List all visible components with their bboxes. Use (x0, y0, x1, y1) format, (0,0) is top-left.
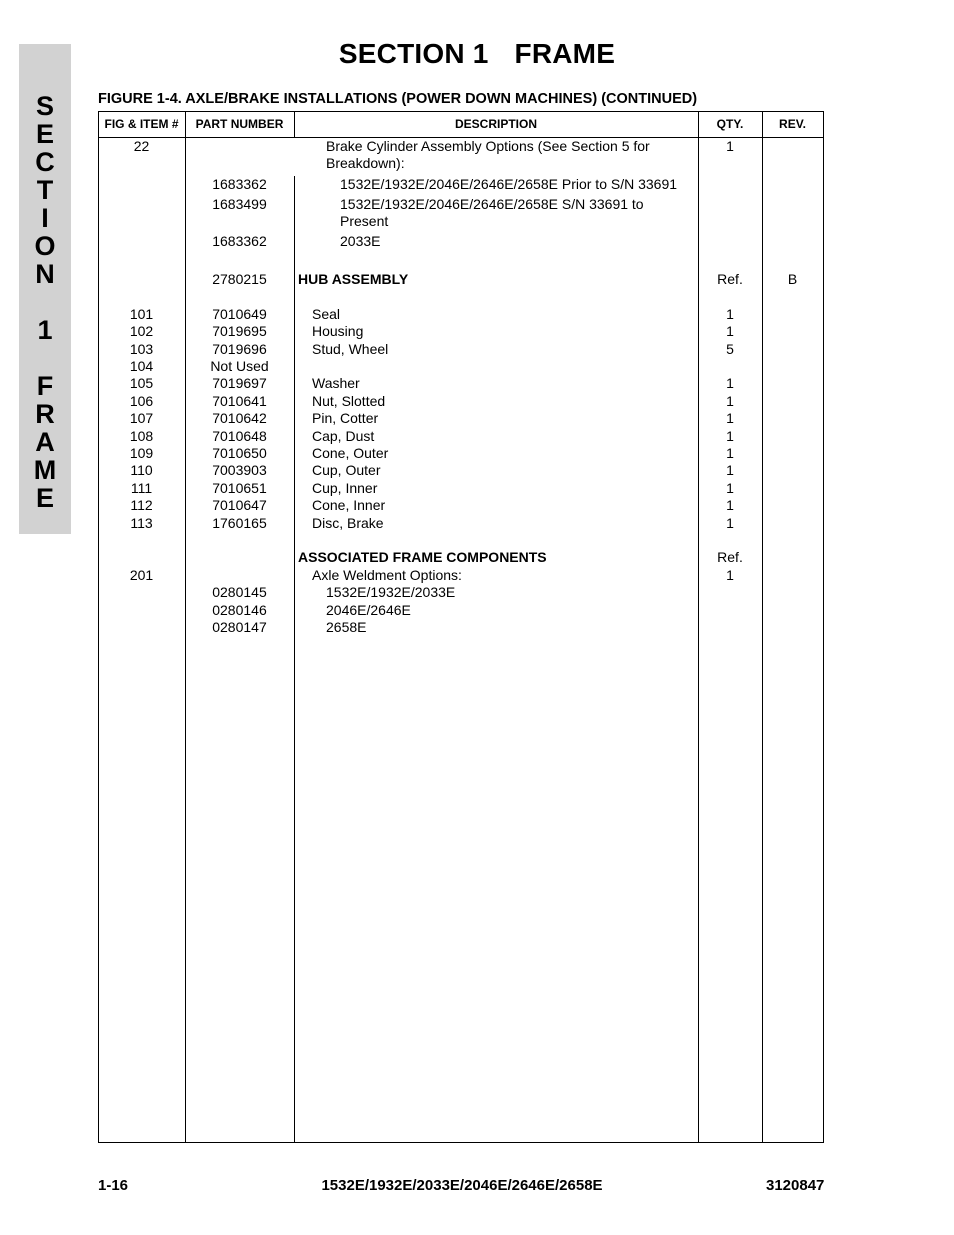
footer-page-number: 1-16 (98, 1177, 129, 1194)
section-number: SECTION 1 (338, 38, 489, 69)
row-part-number: Not Used (210, 358, 269, 374)
row-fig-item: 110 (130, 462, 153, 478)
row-qty: 5 (726, 341, 734, 357)
header-qty: QTY. (716, 117, 744, 131)
row-fig-item: 106 (129, 393, 154, 409)
row-description: Cup, Outer (312, 462, 381, 478)
row-qty: 1 (726, 445, 734, 461)
row-fig-item: 102 (129, 323, 154, 339)
side-tab-letter: T (36, 175, 54, 205)
row-qty: Ref. (717, 549, 743, 565)
row-part-number: 2780215 (212, 271, 267, 287)
row-fig-item: 112 (130, 497, 153, 513)
row-qty: 1 (726, 323, 734, 339)
row-part-number: 0280145 (212, 584, 267, 600)
row-description: HUB ASSEMBLY (298, 271, 409, 287)
side-tab-letter: E (35, 119, 54, 149)
row-description: Brake Cylinder Assembly Options (See Section 5 for Breakdown): (326, 138, 650, 171)
row-fig-item: 103 (129, 341, 154, 357)
side-tab-letter: E (35, 483, 54, 513)
side-tab-letter: 1 (37, 315, 53, 345)
row-fig-item: 201 (129, 567, 154, 583)
row-qty: 1 (726, 410, 734, 426)
row-part-number: 1760165 (212, 515, 267, 531)
column-divider (698, 111, 699, 1142)
row-fig-item: 105 (129, 375, 154, 391)
header-part-number: PART NUMBER (195, 117, 284, 131)
row-fig-item: 104 (129, 358, 154, 374)
row-part-number: 7019695 (212, 323, 267, 339)
row-description: Disc, Brake (312, 515, 384, 531)
row-qty: 1 (726, 138, 734, 154)
section-side-tab (19, 44, 71, 534)
row-fig-item: 22 (133, 138, 150, 154)
row-fig-item: 113 (130, 515, 153, 531)
row-description: Cone, Inner (312, 497, 386, 513)
row-part-number: 1683499 (212, 196, 267, 212)
row-description: 1532E/1932E/2033E (326, 584, 456, 600)
section-title (0, 38, 954, 70)
row-fig-item: 107 (129, 410, 154, 426)
footer-doc-number: 3120847 (766, 1177, 825, 1194)
row-description: 1532E/1932E/2046E/2646E/2658E S/N 33691 to Present (340, 196, 644, 229)
row-part-number: 7010642 (212, 410, 267, 426)
row-fig-item: 111 (130, 480, 153, 496)
figure-title: FIGURE 1-4. AXLE/BRAKE INSTALLATIONS (POWER DOWN MACHINES) (CONTINUED) (98, 91, 698, 107)
row-qty: 1 (726, 515, 734, 531)
row-qty: 1 (726, 306, 734, 322)
row-description: Pin, Cotter (312, 410, 379, 426)
row-part-number: 7010649 (212, 306, 267, 322)
row-qty: 1 (726, 567, 734, 583)
row-description: Washer (312, 375, 360, 391)
column-divider (294, 176, 295, 636)
side-tab-letter: N (35, 259, 55, 289)
row-qty: 1 (726, 428, 734, 444)
side-tab-letter: F (36, 371, 54, 401)
row-part-number: 7010648 (212, 428, 267, 444)
row-description: Cup, Inner (312, 480, 378, 496)
side-tab-letter: S (35, 91, 54, 121)
row-qty: 1 (726, 375, 734, 391)
row-qty: 1 (726, 497, 734, 513)
header-fig-item: FIG & ITEM # (104, 117, 179, 131)
side-tab-letter: I (41, 203, 49, 233)
row-description: 1532E/1932E/2046E/2646E/2658E Prior to S/N 33691 (340, 176, 678, 192)
row-part-number: 0280146 (212, 602, 267, 618)
row-fig-item: 108 (129, 428, 154, 444)
row-qty: Ref. (717, 271, 743, 287)
row-part-number: 7010641 (212, 393, 267, 409)
side-tab-letter: R (35, 399, 55, 429)
row-part-number: 7019696 (212, 341, 267, 357)
side-tab-letter: O (34, 231, 56, 261)
row-description: Housing (312, 323, 364, 339)
row-description: Axle Weldment Options: (312, 567, 462, 583)
section-name: FRAME (514, 38, 616, 69)
row-fig-item: 101 (129, 306, 154, 322)
row-description: Stud, Wheel (312, 341, 389, 357)
row-description: 2033E (340, 233, 381, 249)
row-part-number: 7019697 (212, 375, 267, 391)
row-qty: 1 (726, 462, 734, 478)
row-part-number: 0280147 (212, 619, 267, 635)
row-fig-item: 109 (129, 445, 154, 461)
row-description: Nut, Slotted (312, 393, 386, 409)
row-description: ASSOCIATED FRAME COMPONENTS (298, 549, 547, 565)
row-description: Seal (312, 306, 341, 322)
row-part-number: 7010647 (212, 497, 267, 513)
row-qty: 1 (726, 480, 734, 496)
row-description: 2046E/2646E (326, 602, 411, 618)
header-description: DESCRIPTION (454, 117, 537, 131)
column-divider (762, 111, 763, 1142)
row-part-number: 1683362 (212, 233, 267, 249)
header-rev: REV. (779, 117, 806, 131)
column-divider (294, 636, 295, 1142)
row-part-number: 7010650 (212, 445, 267, 461)
footer-models: 1532E/1932E/2033E/2046E/2646E/2658E (321, 1177, 603, 1194)
row-description: 2658E (326, 619, 367, 635)
side-tab-letter: C (35, 147, 55, 177)
row-part-number: 7003903 (212, 462, 267, 478)
row-description: Cone, Outer (312, 445, 389, 461)
side-tab-letter: A (35, 427, 55, 457)
side-tab-letter: M (33, 455, 57, 485)
row-qty: 1 (726, 393, 734, 409)
row-rev: B (787, 271, 798, 287)
row-part-number: 1683362 (212, 176, 267, 192)
row-description: Cap, Dust (312, 428, 375, 444)
row-part-number: 7010651 (212, 480, 267, 496)
